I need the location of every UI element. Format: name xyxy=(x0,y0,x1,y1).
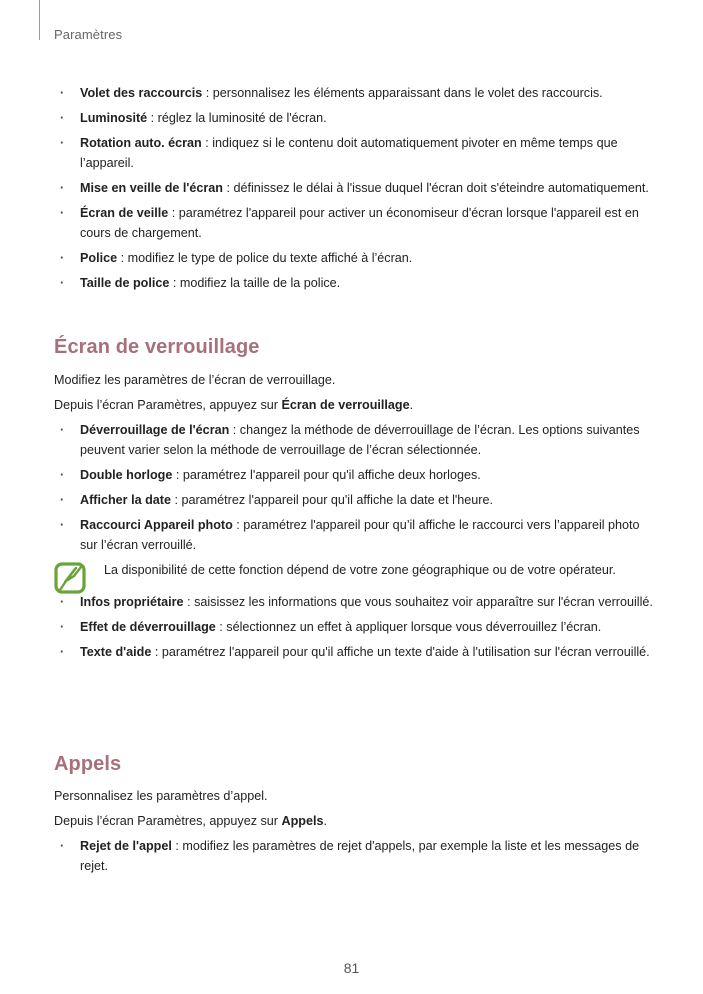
description: : paramétrez l'appareil pour qu’il affiche le raccourci vers l’appareil photo sur l’écran verrouillé. xyxy=(80,518,640,552)
section-title-calls: Appels xyxy=(54,753,122,775)
path-target: Écran de verrouillage xyxy=(281,398,410,412)
note-text: La disponibilité de cette fonction dépend de votre zone géographique ou de votre opérateur. xyxy=(104,563,616,577)
term: Mise en veille de l'écran xyxy=(80,181,223,195)
path-suffix: . xyxy=(323,814,327,828)
term: Raccourci Appareil photo xyxy=(80,518,233,532)
page-number: 81 xyxy=(343,960,360,976)
note-box xyxy=(54,560,654,580)
list-item xyxy=(54,178,654,198)
lock-section-body xyxy=(54,370,654,667)
path-prefix: Depuis l’écran Paramètres, appuyez sur xyxy=(54,814,282,828)
description: : changez la méthode de déverrouillage de l’écran. Les options suivantes peuvent varier selon la méthode de verrouillage de l’écran sélectionnée. xyxy=(80,423,640,457)
list-item xyxy=(54,617,654,637)
description: : paramétrez l'appareil pour qu'il affiche deux horloges. xyxy=(172,468,481,482)
term: Texte d'aide xyxy=(80,645,152,659)
list-item xyxy=(54,248,654,268)
lock-options-list-2 xyxy=(54,592,654,662)
lock-options-list xyxy=(54,420,654,555)
list-item xyxy=(54,133,654,173)
term: Rejet de l'appel xyxy=(80,839,172,853)
note-pencil-icon xyxy=(54,562,86,594)
description: : réglez la luminosité de l'écran. xyxy=(147,111,327,125)
list-item xyxy=(54,515,654,555)
calls-path xyxy=(54,811,654,831)
description: : paramétrez l'appareil pour activer un économiseur d'écran lorsque l'appareil est en cours de chargement. xyxy=(80,206,639,240)
description: : paramétrez l'appareil pour qu'il affiche la date et l'heure. xyxy=(170,493,493,507)
list-item xyxy=(54,465,654,485)
list-item xyxy=(54,83,654,103)
term: Écran de veille xyxy=(80,206,169,220)
lock-intro: Modifiez les paramètres de l’écran de verrouillage. xyxy=(54,373,336,387)
description: : modifiez les paramètres de rejet d'appels, par exemple la liste et les messages de rejet. xyxy=(80,839,640,873)
term: Taille de police xyxy=(80,276,170,290)
lock-path xyxy=(54,395,654,415)
term: Luminosité xyxy=(80,111,148,125)
description: : modifiez la taille de la police. xyxy=(169,276,341,290)
list-item xyxy=(54,108,654,128)
calls-intro: Personnalisez les paramètres d’appel. xyxy=(54,789,268,803)
calls-section-body xyxy=(54,786,654,881)
section-title-lock-screen: Écran de verrouillage xyxy=(54,336,260,358)
description: : paramétrez l'appareil pour qu'il affiche un texte d'aide à l'utilisation sur l'écran verrouillé. xyxy=(151,645,650,659)
list-item xyxy=(54,642,654,662)
description: : sélectionnez un effet à appliquer lorsque vous déverrouillez l’écran. xyxy=(215,620,602,634)
margin-rule xyxy=(39,0,40,40)
term: Effet de déverrouillage xyxy=(80,620,216,634)
calls-options-list xyxy=(54,836,654,876)
description: : personnalisez les éléments apparaissant dans le volet des raccourcis. xyxy=(202,86,603,100)
description: : indiquez si le contenu doit automatiquement pivoter en même temps que l’appareil. xyxy=(80,136,618,170)
term: Rotation auto. écran xyxy=(80,136,202,150)
term: Déverrouillage de l'écran xyxy=(80,423,230,437)
term: Infos propriétaire xyxy=(80,595,184,609)
term: Police xyxy=(80,251,118,265)
list-item xyxy=(54,273,654,293)
list-item xyxy=(54,836,654,876)
path-target: Appels xyxy=(281,814,324,828)
list-item xyxy=(54,592,654,612)
list-item xyxy=(54,490,654,510)
running-header: Paramètres xyxy=(54,27,123,42)
list-item xyxy=(54,203,654,243)
display-settings-list xyxy=(54,83,654,298)
term: Double horloge xyxy=(80,468,173,482)
list-item xyxy=(54,420,654,460)
term: Volet des raccourcis xyxy=(80,86,203,100)
description: : modifiez le type de police du texte affiché à l’écran. xyxy=(117,251,413,265)
description: : définissez le délai à l'issue duquel l'écran doit s'éteindre automatiquement. xyxy=(223,181,649,195)
path-prefix: Depuis l’écran Paramètres, appuyez sur xyxy=(54,398,282,412)
description: : saisissez les informations que vous souhaitez voir apparaître sur l'écran verrouillé. xyxy=(183,595,653,609)
path-suffix: . xyxy=(409,398,414,412)
term: Afficher la date xyxy=(80,493,171,507)
